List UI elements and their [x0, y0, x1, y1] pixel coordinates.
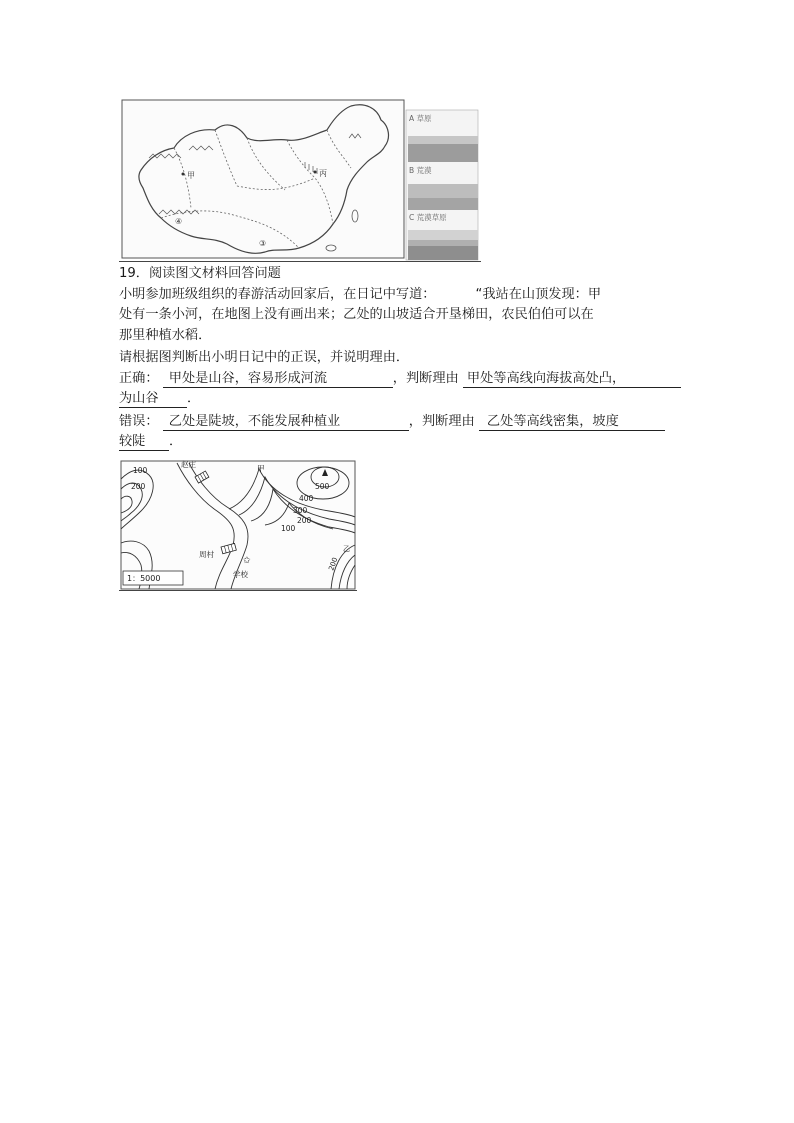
contour-label-100-right: 100 [281, 524, 296, 533]
map-label-jia: 甲 [187, 171, 195, 180]
period-1: ． [187, 391, 201, 406]
contour-map [119, 459, 357, 591]
wrong-answer-blank [163, 413, 409, 431]
correct-line-2 [119, 388, 200, 409]
wrong-answer: 乙处是陡坡，不能发展种植业 [168, 414, 341, 429]
place-label-zhoucun: 周村 [199, 550, 214, 559]
place-label-jia: 甲 [257, 464, 265, 473]
wrong-reason-2: 较陡 [119, 434, 146, 449]
wrong-reason-blank [479, 413, 665, 431]
place-label-zhaozhuang: 赵庄 [181, 460, 196, 469]
map-label-4: ④ [175, 217, 183, 226]
reason-label-2: ，判断理由 [408, 414, 475, 429]
correct-reason-1: 甲处等高线向海拔高处凸， [466, 371, 626, 386]
contour-label-100-left: 100 [133, 466, 148, 475]
correct-reason-blank [463, 370, 681, 388]
contour-map-figure [119, 459, 357, 591]
scale-text: 1：5000 [127, 574, 161, 583]
wrong-line [119, 411, 665, 432]
place-label-yi: 乙 [343, 545, 350, 553]
contour-label-200-left: 200 [131, 482, 146, 491]
wrong-reason-blank-2 [119, 433, 169, 451]
period-2: ． [169, 434, 183, 449]
contour-figure-bottom-rule [119, 590, 357, 591]
instruction: 请根据图判断出小明日记中的正误，并说明理由． [119, 350, 410, 365]
school-star-icon: ✩ [243, 556, 251, 566]
para1-line1-b: “我站在山顶发现：甲 [475, 287, 602, 302]
para1-line1 [119, 284, 601, 305]
correct-answer: 甲处是山谷，容易形成河流 [168, 371, 328, 386]
map-frame [122, 100, 404, 258]
china-map-figure [119, 98, 481, 262]
correct-line [119, 368, 681, 389]
reason-label-1: ，判断理由 [392, 371, 459, 386]
photo-caption-b: B 荒漠 [409, 166, 432, 175]
correct-answer-blank [163, 370, 393, 388]
top-figure-bottom-rule [119, 261, 481, 262]
correct-label: 正确： [119, 371, 159, 386]
wrong-line-2 [119, 431, 182, 452]
map-label-bing: 丙 [319, 169, 327, 178]
para1-line3: 那里种植水稻． [119, 328, 212, 343]
top-figure [119, 98, 481, 262]
place-label-school: 学校 [233, 570, 248, 579]
question-title: 19．阅读图文材料回答问题 [119, 266, 281, 281]
photo-caption-c: C 荒漠草原 [409, 213, 447, 222]
contour-label-200-right: 200 [297, 516, 312, 525]
wrong-label: 错误： [119, 414, 159, 429]
contour-label-500: 500 [315, 482, 330, 491]
correct-reason-blank-2 [119, 390, 187, 408]
map-label-3: ③ [259, 239, 267, 248]
contour-label-400: 400 [299, 494, 314, 503]
contour-label-300: 300 [293, 506, 308, 515]
correct-reason-2: 为山谷 [119, 391, 159, 406]
photo-caption-a: A 草原 [409, 114, 432, 123]
para1-line1-a: 小明参加班级组织的春游活动回家后，在日记中写道： [119, 287, 436, 302]
para1-line2: 处有一条小河，在地图上没有画出来；乙处的山坡适合开垦梯田，农民伯伯可以在 [119, 307, 594, 322]
photo-strip [406, 110, 478, 260]
contour-label-200-lower: 200 [327, 556, 340, 572]
wrong-reason-1: 乙处等高线密集，坡度 [486, 414, 619, 429]
